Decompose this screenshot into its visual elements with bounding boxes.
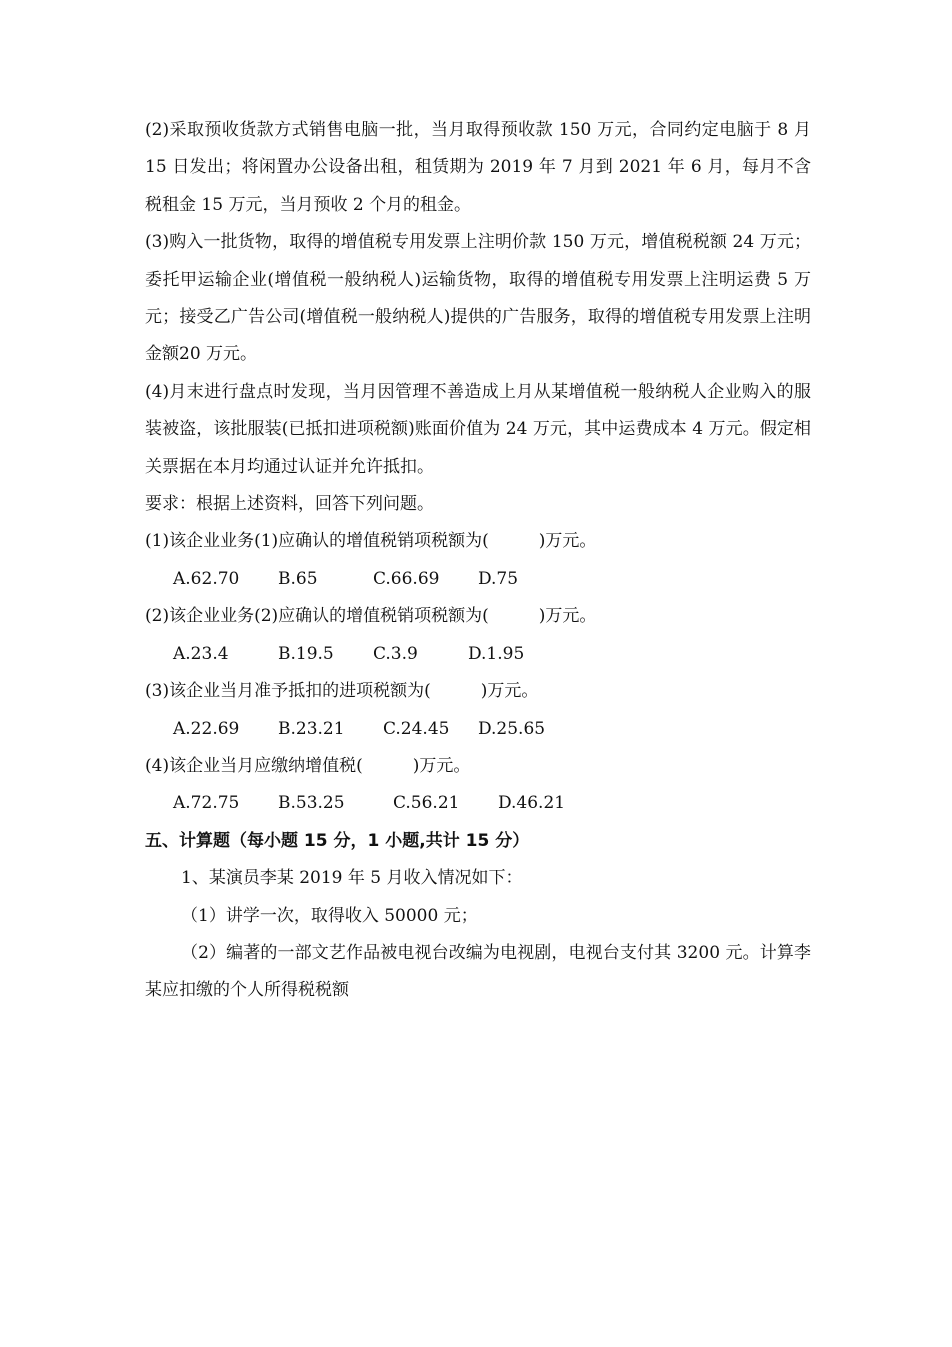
paragraph-business-2: (2)采取预收货款方式销售电脑一批，当月取得预收款 150 万元，合同约定电脑于 8 月 15 日发出；将闲置办公设备出租，租赁期为 2019 年 7 月到 2021 年 6 月，每月不含税租金 15 万元，当月预收 2 个月的租金。 <box>145 120 811 215</box>
section-5-intro: 1、某演员李某 2019 年 5 月收入情况如下： <box>181 868 523 889</box>
option-b: B.65 <box>278 568 318 589</box>
question-1-prefix: (1)该企业业务(1)应确认的增值税销项税额为( <box>145 531 489 552</box>
option-a: A.62.70 <box>173 568 240 589</box>
paragraph-business-4: (4)月末进行盘点时发现，当月因管理不善造成上月从某增值税一般纳税人企业购入的服装被盗，该批服装(已抵扣进项税额)账面价值为 24 万元，其中运费成本 4 万元。假定相关票据在本月均通过认证并允许抵扣。 <box>145 381 811 477</box>
question-1 <box>145 523 811 560</box>
document-content <box>145 112 811 1010</box>
question-4 <box>145 748 811 785</box>
option-d: D.25.65 <box>478 718 546 739</box>
question-2-options <box>145 636 811 673</box>
option-d: D.75 <box>478 568 519 589</box>
paragraph-business-3: (3)购入一批货物，取得的增值税专用发票上注明价款 150 万元，增值税税额 24 万元；委托甲运输企业(增值税一般纳税人)运输货物，取得的增值税专用发票上注明运费 5 万元；接受乙广告公司(增值税一般纳税人)提供的广告服务，取得的增值税专用发票上注明金额20 万元。 <box>145 232 811 365</box>
option-b: B.23.21 <box>278 718 345 739</box>
question-1-suffix: )万元。 <box>538 531 597 552</box>
option-a: A.72.75 <box>173 793 240 814</box>
question-3-options <box>145 711 811 748</box>
question-1-options <box>145 561 811 598</box>
question-2-prefix: (2)该企业业务(2)应确认的增值税销项税额为( <box>145 606 489 627</box>
requirement-text: 要求：根据上述资料，回答下列问题。 <box>145 494 434 515</box>
option-c: C.24.45 <box>383 718 450 739</box>
question-3-suffix: )万元。 <box>480 681 539 702</box>
option-b: B.53.25 <box>278 793 345 814</box>
question-3 <box>145 673 811 710</box>
question-3-prefix: (3)该企业当月准予抵扣的进项税额为( <box>145 681 431 702</box>
option-c: C.56.21 <box>393 793 460 814</box>
option-d: D.1.95 <box>468 643 525 664</box>
question-4-options <box>145 785 811 822</box>
section-5-item-2: （2）编著的一部文艺作品被电视台改编为电视剧，电视台支付其 3200 元。计算李某应扣缴的个人所得税税额 <box>145 942 811 1001</box>
question-4-suffix: )万元。 <box>412 755 471 776</box>
section-5-title: 五、计算题（每小题 15 分，1 小题,共计 15 分） <box>145 830 530 851</box>
option-a: A.22.69 <box>173 718 240 739</box>
option-c: C.3.9 <box>373 643 418 664</box>
question-2-suffix: )万元。 <box>538 606 597 627</box>
option-d: D.46.21 <box>498 793 566 814</box>
section-5-item-1: （1）讲学一次，取得收入 50000 元； <box>181 905 478 926</box>
option-c: C.66.69 <box>373 568 440 589</box>
question-4-prefix: (4)该企业当月应缴纳增值税( <box>145 755 363 776</box>
question-2 <box>145 598 811 635</box>
option-b: B.19.5 <box>278 643 334 664</box>
option-a: A.23.4 <box>173 643 229 664</box>
